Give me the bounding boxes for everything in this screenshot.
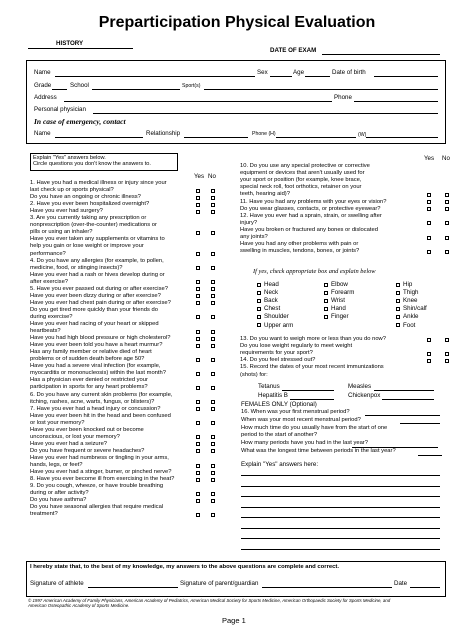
yes-checkbox[interactable]	[196, 252, 200, 256]
explain-answer-line[interactable]	[241, 549, 440, 550]
no-checkbox[interactable]	[445, 200, 449, 204]
measles-field[interactable]	[374, 390, 434, 391]
certification-statement: I hereby state that, to the best of my knowledge, my answers to the above questions are complete and correct.	[30, 564, 340, 570]
yes-checkbox[interactable]	[196, 386, 200, 390]
yes-checkbox[interactable]	[196, 478, 200, 482]
body-part-checkbox[interactable]	[257, 307, 261, 311]
tetanus-field[interactable]	[282, 390, 334, 391]
phone-w-label: (W)	[358, 132, 367, 138]
question-line: or lost your memory?	[30, 419, 85, 426]
yes-checkbox[interactable]	[196, 421, 200, 425]
no-checkbox[interactable]	[211, 449, 215, 453]
body-part-label: Hand	[331, 305, 346, 313]
no-checkbox[interactable]	[211, 471, 215, 475]
question-line: Do you have seasonal allergies that require medical	[30, 504, 164, 511]
yes-checkbox[interactable]	[196, 492, 200, 496]
question-line: When was your most recent menstrual period?	[241, 416, 361, 423]
relationship-label: Relationship	[146, 130, 181, 137]
yes-checkbox[interactable]	[427, 352, 431, 356]
question-line: Have you ever had a rash or hives develop during or	[30, 271, 165, 278]
body-part-checkbox[interactable]	[257, 299, 261, 303]
yes-checkbox[interactable]	[196, 449, 200, 453]
date-of-exam-label: DATE OF EXAM	[270, 47, 317, 54]
parent-signature-field[interactable]	[262, 587, 392, 588]
question-line: 7. Have you ever had a head injury or concussion?	[30, 405, 161, 412]
question-line: Have you had any other problems with pain or	[240, 241, 359, 248]
phone-h-field[interactable]	[276, 137, 356, 138]
form-title: Preparticipation Physical Evaluation	[98, 14, 376, 31]
question-line: performance?	[30, 250, 66, 257]
no-checkbox[interactable]	[445, 250, 449, 254]
dob-label: Date of birth	[332, 69, 366, 76]
question-line: nonprescription (over-the-counter) medications or	[30, 222, 157, 229]
question-line: 14. Do you feel stressed out?	[240, 357, 316, 364]
history-label: HISTORY	[56, 40, 84, 47]
body-part-checkbox[interactable]	[396, 307, 400, 311]
question-line: after exercise?	[30, 278, 69, 285]
body-part-label: Hip	[403, 281, 413, 288]
question-line: Do you wear glasses, contacts, or protective eyewear?	[240, 205, 381, 212]
grade-label: Grade	[34, 82, 52, 89]
question-line: requirements for your sport?	[240, 350, 313, 357]
page-number: Page 1	[222, 616, 246, 625]
physician-label: Personal physician	[34, 106, 86, 113]
no-checkbox[interactable]	[211, 492, 215, 496]
body-part-label: Shoulder	[264, 313, 289, 321]
body-part-label: Ankle	[403, 313, 419, 321]
question-line: hands, legs, or feet?	[30, 462, 83, 468]
no-checkbox[interactable]	[211, 189, 215, 193]
yes-header-right: Yes	[424, 155, 435, 162]
date-label: Date	[394, 580, 408, 587]
question-line: during exercise?	[30, 313, 73, 320]
body-part-checkbox[interactable]	[396, 283, 400, 287]
body-part-checkbox[interactable]	[396, 291, 400, 295]
phone-field[interactable]	[354, 101, 438, 102]
no-checkbox[interactable]	[445, 352, 449, 356]
body-part-label: Chest	[264, 305, 281, 313]
females-only-label: FEMALES ONLY (Optional)	[241, 401, 317, 408]
body-part-checkbox[interactable]	[324, 299, 328, 303]
explain-line-1: Explain "Yes" answers below.	[33, 155, 106, 161]
question-line: 10. Do you use any special protective or corrective	[240, 163, 370, 169]
explain-answer-line[interactable]	[241, 496, 440, 497]
yes-checkbox[interactable]	[196, 400, 200, 404]
yes-checkbox[interactable]	[427, 359, 431, 363]
yes-checkbox[interactable]	[196, 294, 200, 298]
question-line: participation in sports for any heart problems?	[30, 384, 148, 391]
question-line: teeth, hearing aid)?	[240, 191, 290, 198]
answer-line[interactable]	[400, 423, 440, 424]
question-line: itching, rashes, acne, warts, fungus, or blisters)?	[30, 398, 155, 405]
question-line: any joints?	[240, 234, 268, 240]
question-line: (shots) for:	[240, 371, 268, 378]
question-line: heartbeats?	[30, 328, 61, 335]
no-checkbox[interactable]	[211, 210, 215, 214]
yes-checkbox[interactable]	[196, 442, 200, 446]
body-part-checkbox[interactable]	[257, 283, 261, 287]
question-line: Do you have asthma?	[30, 497, 87, 504]
answer-line[interactable]	[418, 455, 442, 456]
question-line: 6. Do you have any current skin problems (for example,	[30, 391, 173, 398]
body-part-checkbox[interactable]	[396, 315, 400, 319]
question-line: Has a physician ever denied or restricted your	[30, 377, 148, 384]
body-part-label: Shin/calf	[403, 305, 427, 313]
yes-checkbox[interactable]	[196, 203, 200, 207]
yes-checkbox[interactable]	[196, 337, 200, 341]
no-checkbox[interactable]	[211, 358, 215, 362]
yes-checkbox[interactable]	[196, 372, 200, 376]
phone-label: Phone	[334, 94, 352, 101]
emergency-name-label: Name	[34, 130, 51, 137]
no-checkbox[interactable]	[211, 337, 215, 341]
yes-checkbox[interactable]	[196, 499, 200, 503]
no-checkbox[interactable]	[211, 407, 215, 411]
question-line: during or after activity?	[30, 490, 89, 497]
question-line: special neck roll, foot orthotics, retainer on your	[240, 184, 362, 191]
body-part-label: Foot	[403, 321, 416, 329]
no-checkbox[interactable]	[445, 359, 449, 363]
athlete-signature-field[interactable]	[88, 587, 178, 588]
question-line: Have you ever had a seizure?	[30, 440, 108, 447]
name-label: Name	[34, 69, 51, 76]
sports-label: Sport(s)	[182, 83, 201, 89]
measles-label: Measles	[348, 383, 372, 390]
body-part-label: Finger	[331, 313, 349, 321]
explain-answer-line[interactable]	[241, 517, 440, 518]
no-checkbox[interactable]	[211, 294, 215, 298]
body-part-checkbox[interactable]	[396, 299, 400, 303]
no-checkbox[interactable]	[445, 221, 449, 225]
chickenpox-field[interactable]	[382, 399, 434, 400]
no-checkbox[interactable]	[211, 386, 215, 390]
explain-answer-line[interactable]	[241, 528, 440, 529]
no-checkbox[interactable]	[211, 301, 215, 305]
question-line: last check up or sports physical?	[30, 187, 114, 194]
personal-info-box	[26, 60, 446, 144]
no-checkbox[interactable]	[211, 231, 215, 235]
question-line: 5. Have you ever passed out during or after exercise?	[30, 285, 168, 292]
body-part-label: Neck	[264, 289, 279, 297]
explain-answer-line[interactable]	[241, 486, 440, 487]
no-checkbox[interactable]	[211, 421, 215, 425]
question-line: medicine, food, or stinging insects)?	[30, 264, 123, 271]
question-line: 11. Have you had any problems with your eyes or vision?	[240, 198, 387, 205]
hepatitis-label: Hepatitis B	[258, 392, 288, 399]
yes-checkbox[interactable]	[427, 236, 431, 240]
question-line: Have you ever had surgery?	[30, 208, 103, 215]
dob-field[interactable]	[374, 76, 438, 77]
yes-checkbox[interactable]	[196, 513, 200, 517]
question-line: Have you had high blood pressure or high cholesterol?	[30, 335, 171, 342]
address-label: Address	[34, 94, 57, 101]
no-checkbox[interactable]	[211, 266, 215, 270]
sex-field[interactable]	[270, 76, 292, 77]
yes-checkbox[interactable]	[196, 189, 200, 193]
date-of-exam-field[interactable]	[322, 54, 440, 55]
question-line: 8. Have you ever become ill from exercising in the heat?	[30, 476, 175, 483]
explain-line-2: Circle questions you don't know the answers to.	[33, 161, 151, 167]
body-part-label: Back	[264, 297, 278, 305]
yes-checkbox[interactable]	[196, 407, 200, 411]
explain-answer-line[interactable]	[241, 538, 440, 539]
parent-signature-label: Signature of parent/guardian	[180, 580, 259, 587]
body-part-checkbox[interactable]	[257, 315, 261, 319]
explain-answer-line[interactable]	[241, 507, 440, 508]
answer-line[interactable]	[365, 415, 440, 416]
athlete-signature-label: Signature of athlete	[30, 580, 84, 587]
question-line: pills or using an inhaler?	[30, 229, 93, 236]
no-checkbox[interactable]	[211, 330, 215, 334]
copyright-line-1: © 1997 American Academy of Family Physicians, American Academy of Pediatrics, American Medical Society for Sports Medicine, American Orthopaedic Society for Sports Medicine, and	[28, 598, 391, 603]
question-line: equipment or devices that aren't usually used for	[240, 170, 365, 177]
no-checkbox[interactable]	[211, 499, 215, 503]
question-line: 12. Have you ever had a sprain, strain, or swelling after	[240, 212, 382, 219]
name-field[interactable]	[55, 76, 255, 77]
question-line: myocarditis or mononucleosis) within the last month?	[30, 370, 166, 377]
answer-line[interactable]	[352, 447, 438, 448]
no-checkbox[interactable]	[211, 464, 215, 468]
body-part-checkbox[interactable]	[396, 323, 400, 327]
body-part-checkbox[interactable]	[324, 307, 328, 311]
sports-field[interactable]	[204, 89, 438, 90]
no-checkbox[interactable]	[211, 435, 215, 439]
question-line: Do you get tired more quickly than your friends do	[30, 306, 158, 313]
question-line: How many periods have you had in the last year?	[241, 440, 368, 447]
question-line: problems or of sudden death before age 50?	[30, 356, 145, 363]
question-line: 16. When was your first menstrual period?	[241, 409, 350, 415]
question-line: Have you had a severe viral infection (for example,	[30, 363, 161, 370]
question-line: treatment?	[30, 511, 58, 518]
school-label: School	[70, 82, 89, 89]
no-checkbox[interactable]	[211, 287, 215, 291]
question-line: swelling in muscles, tendons, bones, or joints?	[240, 248, 360, 255]
yes-checkbox[interactable]	[427, 193, 431, 197]
yes-checkbox[interactable]	[196, 344, 200, 348]
explain-yes-label: Explain "Yes" answers here:	[241, 461, 319, 468]
question-line: Have you ever had chest pain during or after exercise?	[30, 299, 171, 306]
yes-checkbox[interactable]	[427, 221, 431, 225]
hepatitis-field[interactable]	[290, 399, 334, 400]
phone-w-field[interactable]	[366, 137, 438, 138]
question-line: Have you ever had racing of your heart or skipped	[30, 321, 159, 327]
no-checkbox[interactable]	[445, 236, 449, 240]
sex-label: Sex	[257, 69, 268, 76]
question-line: What was the longest time between periods in the last year?	[241, 448, 396, 454]
physician-field[interactable]	[93, 113, 438, 114]
question-line: Have you ever been dizzy during or after exercise?	[30, 292, 161, 299]
no-checkbox[interactable]	[211, 344, 215, 348]
body-part-label: Upper arm	[264, 321, 294, 329]
no-checkbox[interactable]	[211, 315, 215, 319]
question-line: period to the start of another?	[241, 432, 318, 439]
age-label: Age	[293, 69, 305, 76]
no-checkbox[interactable]	[211, 513, 215, 517]
yes-checkbox[interactable]	[196, 280, 200, 284]
emergency-heading: In case of emergency, contact	[34, 117, 126, 126]
yes-checkbox[interactable]	[427, 338, 431, 342]
date-field[interactable]	[410, 587, 440, 588]
phone-h-label: Phone (H)	[252, 131, 276, 137]
no-checkbox[interactable]	[211, 478, 215, 482]
yes-checkbox[interactable]	[196, 210, 200, 214]
no-checkbox[interactable]	[211, 442, 215, 446]
body-part-label: Wrist	[331, 297, 345, 305]
no-header-right: No	[442, 155, 450, 162]
question-line: Do you have an ongoing or chronic illness?	[30, 194, 141, 201]
no-checkbox[interactable]	[211, 196, 215, 200]
question-line: Have you ever been hit in the head and been confused	[30, 412, 171, 419]
yes-checkbox[interactable]	[196, 196, 200, 200]
body-part-checkbox[interactable]	[257, 291, 261, 295]
question-line: Have you ever been told you have a heart murmur?	[30, 342, 163, 349]
no-header-left: No	[208, 173, 216, 180]
no-checkbox[interactable]	[445, 193, 449, 197]
question-line: Have you ever had numbness or tingling in your arms,	[30, 454, 169, 461]
question-line: 3. Are you currently taking any prescription or	[30, 215, 147, 222]
question-line: unconscious, or lost your memory?	[30, 433, 120, 440]
yes-checkbox[interactable]	[196, 464, 200, 468]
yes-checkbox[interactable]	[196, 435, 200, 439]
body-part-checkbox[interactable]	[257, 323, 261, 327]
question-line: Have you ever been knocked out or become	[30, 426, 144, 433]
question-line: Have you ever had a stinger, burner, or pinched nerve?	[30, 469, 172, 476]
question-line: your sport or position (for example, knee brace,	[240, 177, 362, 184]
question-line: 13. Do you want to weigh more or less than you do now?	[240, 336, 386, 342]
yes-checkbox[interactable]	[196, 315, 200, 319]
copyright-line-2: American Osteopathic Academy of Sports Medicine.	[28, 603, 130, 608]
question-line: 15. Record the dates of your most recent immunizations	[240, 364, 384, 371]
yes-checkbox[interactable]	[427, 207, 431, 211]
question-line: 1. Have you had a medical illness or injury since your	[30, 180, 167, 186]
body-part-checkbox[interactable]	[324, 291, 328, 295]
body-part-label: Head	[264, 281, 279, 288]
question-line: Have you broken or fractured any bones or dislocated	[240, 226, 378, 233]
tetanus-label: Tetanus	[258, 383, 280, 390]
yes-checkbox[interactable]	[427, 200, 431, 204]
question-line: injury?	[240, 219, 258, 226]
emergency-name-field[interactable]	[55, 137, 143, 138]
yes-header-left: Yes	[194, 173, 205, 180]
yes-checkbox[interactable]	[196, 330, 200, 334]
body-part-label: Knee	[403, 297, 418, 305]
explain-answer-line[interactable]	[241, 475, 440, 476]
yes-checkbox[interactable]	[427, 250, 431, 254]
yes-checkbox[interactable]	[196, 231, 200, 235]
no-checkbox[interactable]	[211, 203, 215, 207]
question-line: help you gain or lose weight or improve your	[30, 243, 144, 250]
check-box-note: If yes, check appropriate box and explain below	[253, 268, 376, 275]
question-line: Do you have frequent or severe headaches?	[30, 447, 145, 454]
school-field[interactable]	[92, 89, 180, 90]
body-part-label: Forearm	[331, 289, 355, 297]
no-checkbox[interactable]	[445, 338, 449, 342]
question-line: Do you lose weight regularly to meet weight	[240, 343, 353, 350]
no-checkbox[interactable]	[445, 207, 449, 211]
body-part-label: Thigh	[403, 289, 419, 297]
age-field[interactable]	[305, 76, 330, 77]
question-line: Have you ever taken any supplements or vitamins to	[30, 236, 165, 243]
history-underline	[28, 48, 133, 49]
no-checkbox[interactable]	[211, 280, 215, 284]
chickenpox-label: Chickenpox	[348, 392, 381, 399]
no-checkbox[interactable]	[211, 400, 215, 404]
body-part-label: Elbow	[331, 281, 348, 288]
question-line: 4. Do you have any allergies (for example, to pollen,	[30, 257, 164, 264]
question-line: Has any family member or relative died of heart	[30, 349, 152, 356]
yes-checkbox[interactable]	[196, 358, 200, 362]
yes-checkbox[interactable]	[196, 301, 200, 305]
question-line: 2. Have you ever been hospitalized overnight?	[30, 201, 150, 208]
question-line: How much time do you usually have from the start of one	[241, 424, 388, 431]
yes-checkbox[interactable]	[196, 266, 200, 270]
no-checkbox[interactable]	[211, 252, 215, 256]
address-field[interactable]	[64, 101, 332, 102]
relationship-field[interactable]	[184, 137, 248, 138]
body-part-checkbox[interactable]	[324, 315, 328, 319]
no-checkbox[interactable]	[211, 372, 215, 376]
yes-checkbox[interactable]	[196, 287, 200, 291]
body-part-checkbox[interactable]	[324, 283, 328, 287]
grade-field[interactable]	[52, 89, 67, 90]
yes-checkbox[interactable]	[196, 471, 200, 475]
question-line: 9. Do you cough, wheeze, or have trouble breathing	[30, 483, 164, 490]
